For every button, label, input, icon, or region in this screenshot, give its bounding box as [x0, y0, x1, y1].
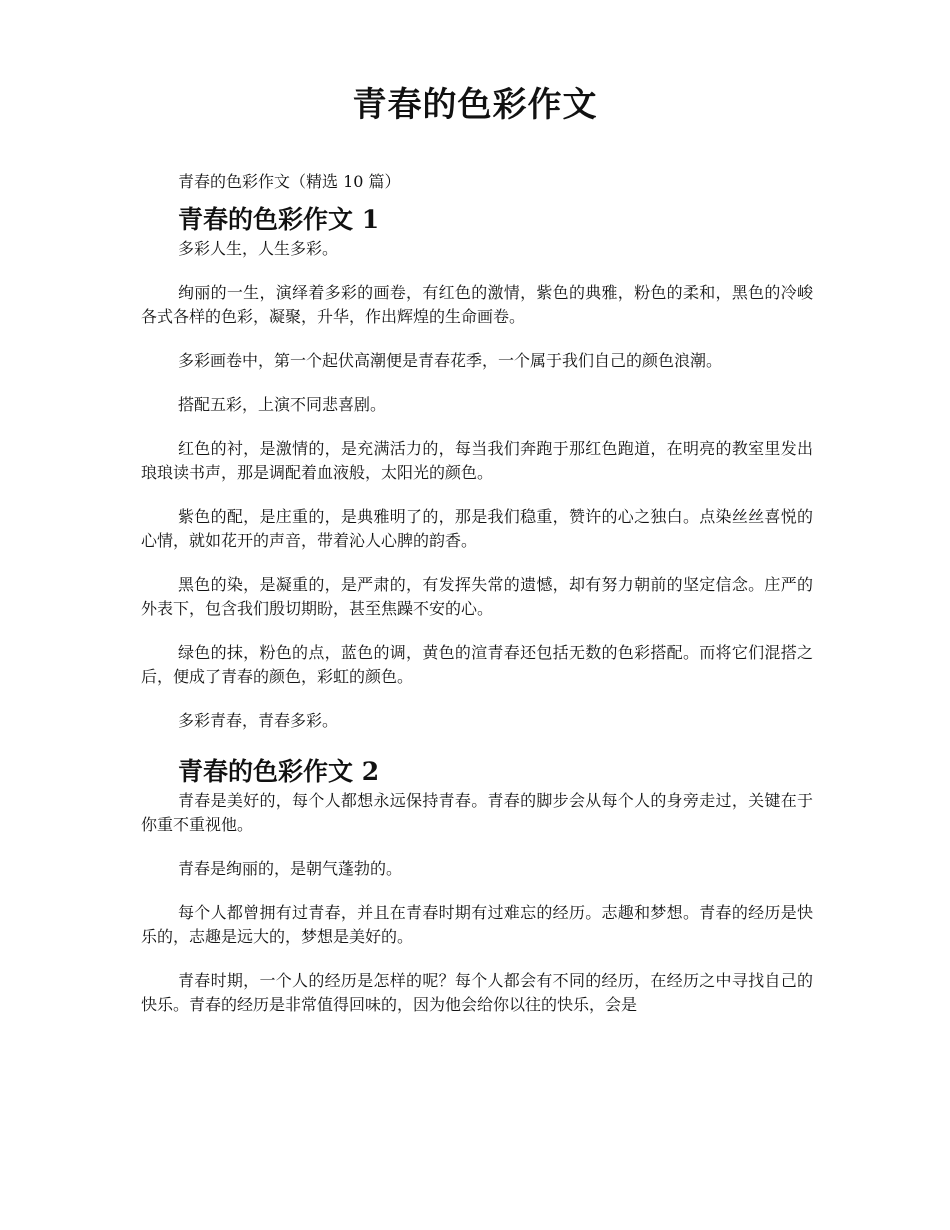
section-heading: 青春的色彩作文 2 — [178, 757, 380, 786]
paragraph: 多彩青春，青春多彩。 — [178, 711, 339, 730]
document-body — [141, 170, 813, 1037]
section-heading: 青春的色彩作文 1 — [178, 205, 380, 234]
paragraph: 青春是美好的，每个人都想永远保持青春。青春的脚步会从每个人的身旁走过，关键在于你重不重视他。 — [141, 791, 813, 834]
essay-section-1 — [141, 203, 813, 733]
paragraph: 青春是绚丽的，是朝气蓬勃的。 — [178, 859, 403, 878]
document-title: 青春的色彩作文 — [352, 85, 598, 125]
paragraph: 青春时期，一个人的经历是怎样的呢？每个人都会有不同的经历，在经历之中寻找自己的快乐。青春的经历是非常值得回味的，因为他会给你以往的快乐，会是 — [141, 971, 813, 1014]
paragraph: 多彩人生，人生多彩。 — [178, 239, 339, 258]
paragraph: 绿色的抹，粉色的点，蓝色的调，黄色的渲青春还包括无数的色彩搭配。而将它们混搭之后，便成了青春的颜色，彩虹的颜色。 — [141, 643, 813, 686]
document-subtitle: 青春的色彩作文（精选 10 篇） — [178, 172, 401, 191]
paragraph: 搭配五彩，上演不同悲喜剧。 — [178, 395, 387, 414]
paragraph: 紫色的配，是庄重的，是典雅明了的，那是我们稳重，赞许的心之独白。点染丝丝喜悦的心情，就如花开的声音，带着沁人心脾的韵香。 — [141, 507, 813, 550]
paragraph: 每个人都曾拥有过青春，并且在青春时期有过难忘的经历。志趣和梦想。青春的经历是快乐的，志趣是远大的，梦想是美好的。 — [141, 903, 813, 946]
paragraph: 红色的衬，是激情的，是充满活力的，每当我们奔跑于那红色跑道，在明亮的教室里发出琅琅读书声，那是调配着血液般，太阳光的颜色。 — [141, 439, 813, 482]
paragraph: 绚丽的一生，演绎着多彩的画卷，有红色的激情，紫色的典雅，粉色的柔和，黑色的冷峻各式各样的色彩，凝聚，升华，作出辉煌的生命画卷。 — [141, 283, 813, 326]
paragraph: 多彩画卷中，第一个起伏高潮便是青春花季，一个属于我们自己的颜色浪潮。 — [178, 351, 723, 370]
paragraph: 黑色的染，是凝重的，是严肃的，有发挥失常的遗憾，却有努力朝前的坚定信念。庄严的外表下，包含我们殷切期盼，甚至焦躁不安的心。 — [141, 575, 813, 618]
essay-section-2 — [141, 755, 813, 1017]
